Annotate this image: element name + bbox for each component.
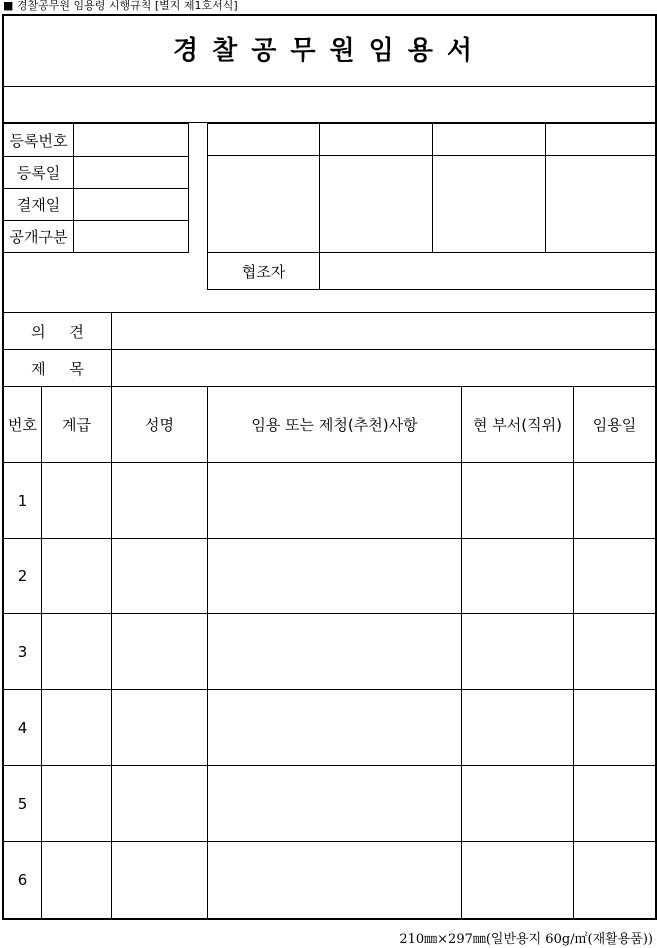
divider bbox=[4, 689, 655, 690]
approval-sign-cell-3[interactable] bbox=[433, 156, 545, 252]
cooperator-field[interactable] bbox=[320, 253, 655, 289]
column-header-rank: 계급 bbox=[62, 415, 91, 434]
form-header-text: ■ 경찰공무원 임용령 시행규칙 [별지 제1호서식] bbox=[3, 0, 238, 12]
approval-title-cell-3[interactable] bbox=[433, 124, 545, 155]
registration-date-label: 등록일 bbox=[16, 163, 61, 182]
column-header-appointment-date: 임용일 bbox=[592, 415, 637, 434]
registration-date-field[interactable] bbox=[74, 156, 188, 188]
disclosure-type-field[interactable] bbox=[74, 220, 188, 252]
approval-title-cell-2[interactable] bbox=[320, 124, 432, 155]
approval-sign-cell-2[interactable] bbox=[320, 156, 432, 252]
approval-title-cell-4[interactable] bbox=[546, 124, 655, 155]
divider bbox=[4, 765, 655, 766]
divider bbox=[4, 841, 655, 842]
form-title: 경찰공무원임용서 bbox=[4, 16, 655, 87]
appointment-table bbox=[4, 386, 655, 918]
cooperator-label: 협조자 bbox=[241, 262, 286, 281]
row-number: 1 bbox=[17, 491, 28, 510]
column-header-name: 성명 bbox=[145, 415, 174, 434]
divider bbox=[4, 613, 655, 614]
paper-spec-footer: 210㎜×297㎜(일반용지 60g/㎡(재활용품)) bbox=[399, 932, 653, 947]
divider bbox=[207, 386, 208, 918]
row-number: 2 bbox=[17, 567, 28, 585]
opinion-label: 의 견 bbox=[31, 322, 84, 341]
disclosure-type-label: 공개구분 bbox=[9, 227, 68, 246]
form-frame bbox=[2, 14, 657, 920]
approval-sign-cell-1[interactable] bbox=[208, 156, 319, 252]
row-number: 4 bbox=[17, 718, 28, 737]
column-header-current-department: 현 부서(직위) bbox=[473, 415, 562, 434]
divider bbox=[573, 386, 574, 918]
divider bbox=[41, 386, 42, 918]
approval-sign-cell-4[interactable] bbox=[546, 156, 655, 252]
column-header-number: 번호 bbox=[8, 415, 37, 434]
row-number: 5 bbox=[17, 794, 28, 813]
divider bbox=[461, 386, 462, 918]
approval-box bbox=[207, 123, 656, 290]
approval-date-field[interactable] bbox=[74, 188, 188, 220]
registration-number-field[interactable] bbox=[74, 124, 188, 156]
subject-field[interactable] bbox=[112, 350, 655, 386]
approval-title-cell-1[interactable] bbox=[208, 124, 319, 155]
divider bbox=[111, 386, 112, 918]
column-header-appointment-details: 임용 또는 제청(추천)사항 bbox=[251, 415, 418, 434]
divider bbox=[4, 462, 655, 463]
row-number: 3 bbox=[17, 642, 28, 661]
row-number: 6 bbox=[17, 871, 28, 889]
approval-date-label: 결재일 bbox=[16, 195, 61, 214]
registration-number-label: 등록번호 bbox=[9, 131, 68, 150]
opinion-field[interactable] bbox=[112, 313, 655, 349]
subject-label: 제 목 bbox=[31, 359, 84, 378]
registration-box bbox=[3, 123, 189, 253]
divider bbox=[4, 538, 655, 539]
